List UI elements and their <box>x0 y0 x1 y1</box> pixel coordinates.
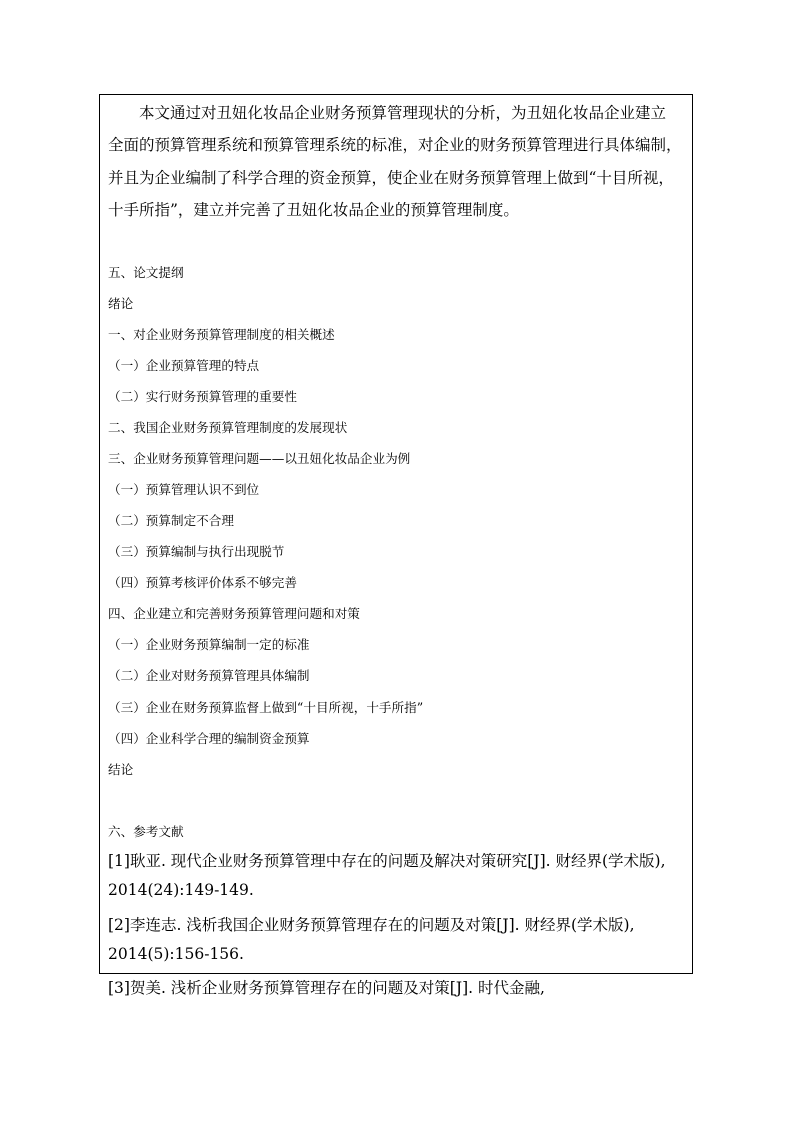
outline-item: （三）企业在财务预算监督上做到“十目所视，十手所指” <box>108 700 424 715</box>
outline-item: 四、企业建立和完善财务预算管理问题和对策 <box>108 606 360 621</box>
outline-heading: 五、论文提纲 <box>108 265 184 280</box>
outline-item: （二）预算制定不合理 <box>108 513 234 528</box>
outline-item: （四）企业科学合理的编制资金预算 <box>108 731 310 746</box>
outline-item: （四）预算考核评价体系不够完善 <box>108 575 297 590</box>
reference-line: 2014(24):149-149. <box>108 881 254 899</box>
outline-item: （三）预算编制与执行出现脱节 <box>108 544 285 559</box>
intro-line: 本文通过对丑妞化妆品企业财务预算管理现状的分析，为丑妞化妆品企业建立 <box>108 104 667 122</box>
reference-line: [3]贺美. 浅析企业财务预算管理存在的问题及对策[J]. 时代金融, <box>108 979 545 997</box>
outline-item: （一）企业财务预算编制一定的标准 <box>108 637 310 652</box>
outline-item: 三、企业财务预算管理问题——以丑妞化妆品企业为例 <box>108 451 411 466</box>
intro-line: 十手所指”，建立并完善了丑妞化妆品企业的预算管理制度。 <box>108 201 519 219</box>
intro-line: 全面的预算管理系统和预算管理系统的标准，对企业的财务预算管理进行具体编制， <box>108 136 682 154</box>
reference-line: [2]李连志. 浅析我国企业财务预算管理存在的问题及对策[J]. 财经界(学术版), <box>108 916 635 934</box>
intro-line: 并且为企业编制了科学合理的资金预算，使企业在财务预算管理上做到“十目所视， <box>108 169 674 187</box>
outline-item: 结论 <box>108 762 134 777</box>
references-heading: 六、参考文献 <box>108 824 184 839</box>
outline-item: （二）实行财务预算管理的重要性 <box>108 389 297 404</box>
outline-item: 二、我国企业财务预算管理制度的发展现状 <box>108 420 348 435</box>
table-frame <box>99 94 693 974</box>
reference-line: [1]耿亚. 现代企业财务预算管理中存在的问题及解决对策研究[J]. 财经界(学术版), <box>108 852 666 870</box>
outline-item: 绪论 <box>108 296 134 311</box>
reference-line: 2014(5):156-156. <box>108 945 244 963</box>
outline-item: （二）企业对财务预算管理具体编制 <box>108 668 310 683</box>
outline-item: （一）企业预算管理的特点 <box>108 358 260 373</box>
outline-item: 一、对企业财务预算管理制度的相关概述 <box>108 327 335 342</box>
outline-item: （一）预算管理认识不到位 <box>108 482 260 497</box>
